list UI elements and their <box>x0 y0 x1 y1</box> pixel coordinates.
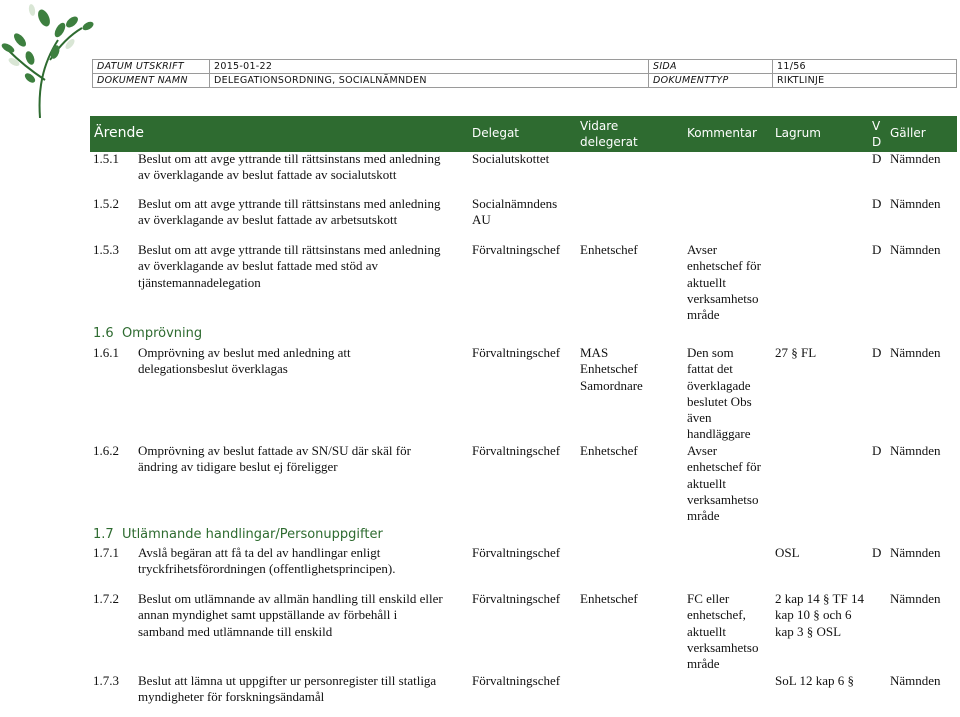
kommentar-cell-line: aktuellt <box>687 274 726 290</box>
row-number: 1.6.2 <box>93 443 119 458</box>
kommentar-cell-line: aktuellt <box>687 623 726 639</box>
delegat-cell-line: Förvaltningschef <box>472 545 561 560</box>
col-arende: Ärende <box>94 125 145 141</box>
section-number: 1.7 <box>93 527 114 542</box>
arende-cell-line: tryckfrihetsförordningen (offentlighetsprincipen). <box>138 561 396 577</box>
vd-cell: D <box>872 443 882 458</box>
section-title: Utlämnande handlingar/Personuppgifter <box>121 527 383 542</box>
kommentar-cell <box>687 345 752 443</box>
col-vidare-1: Vidare <box>580 119 619 133</box>
section-1-6 <box>93 326 202 341</box>
vd-cell: D <box>872 151 882 166</box>
kommentar-cell <box>687 591 758 672</box>
datum-value: 2015-01-22 <box>210 60 649 74</box>
arende-cell-line: annan myndighet samt uppställande av förbehåll i <box>138 607 398 623</box>
kommentar-cell-line: verksamhetso <box>687 491 759 507</box>
kommentar-cell-line: Avser <box>687 242 718 257</box>
lagrum-cell <box>775 673 854 689</box>
datum-label: DATUM UTSKRIFT <box>93 60 210 74</box>
lagrum-cell-line: 2 kap 14 § TF 14 <box>775 591 864 606</box>
arende-cell-line: delegationsbeslut överklagas <box>138 361 288 377</box>
kommentar-cell-line: enhetschef, <box>687 607 746 623</box>
kommentar-cell-line: aktuellt <box>687 475 726 491</box>
galler-cell: Nämnden <box>890 151 941 166</box>
arende-cell-line: Beslut om att avge yttrande till rättsinstans med anledning <box>138 196 441 211</box>
kommentar-cell-line: Avser <box>687 443 718 458</box>
row-number: 1.7.3 <box>93 673 119 688</box>
vidare-cell-line: Enhetschef <box>580 591 638 606</box>
col-lagrum: Lagrum <box>775 126 821 140</box>
galler-cell: Nämnden <box>890 673 941 688</box>
arende-cell-line: Beslut om att avge yttrande till rättsinstans med anledning <box>138 151 441 166</box>
delegat-cell <box>472 151 549 167</box>
galler-cell: Nämnden <box>890 443 941 458</box>
galler-cell: Nämnden <box>890 545 941 560</box>
arende-cell-line: tjänstemannadelegation <box>138 274 261 290</box>
kommentar-cell-line: mråde <box>687 307 720 323</box>
vidare-cell <box>580 591 638 607</box>
col-vd-2: D <box>872 135 882 149</box>
row-number: 1.7.1 <box>93 545 119 560</box>
arende-cell <box>138 545 396 578</box>
col-galler: Gäller <box>890 126 926 140</box>
arende-cell <box>138 196 441 229</box>
row-number: 1.5.1 <box>93 151 119 166</box>
kommentar-cell-line: även <box>687 410 712 426</box>
row-number: 1.7.2 <box>93 591 119 606</box>
arende-cell <box>138 242 441 291</box>
kommentar-cell-line: mråde <box>687 508 720 524</box>
lagrum-cell-line: 27 § FL <box>775 345 817 360</box>
vidare-cell-line: Enhetschef <box>580 361 638 377</box>
arende-cell-line: samband med utlämnande till enskild <box>138 623 333 639</box>
delegat-cell-line: AU <box>472 212 491 228</box>
leaf-logo <box>0 0 100 118</box>
section-title: Omprövning <box>121 326 203 341</box>
lagrum-cell-line: SoL 12 kap 6 § <box>775 673 854 688</box>
delegat-cell <box>472 673 560 689</box>
delegat-cell-line: Socialnämndens <box>472 196 558 211</box>
arende-cell-line: Beslut om utlämnande av allmän handling till enskild eller <box>138 591 443 606</box>
vidare-cell-line: Samordnare <box>580 377 643 393</box>
row-number: 1.5.2 <box>93 196 119 211</box>
col-vidare-2: delegerat <box>580 135 638 149</box>
vidare-cell-line: Enhetschef <box>580 242 638 257</box>
lagrum-cell-line: kap 10 § och 6 <box>775 607 852 623</box>
delegat-cell <box>472 443 560 459</box>
typ-label: DOKUMENTTYP <box>649 74 773 88</box>
lagrum-cell-line: OSL <box>775 545 800 560</box>
vidare-cell <box>580 242 638 258</box>
lagrum-cell <box>775 545 800 561</box>
arende-cell <box>138 345 351 378</box>
kommentar-cell-line: fattat det <box>687 361 733 377</box>
arende-cell-line: ändring av tidigare beslut ej föreligger <box>138 459 338 475</box>
arende-cell <box>138 443 411 476</box>
kommentar-cell <box>687 443 761 524</box>
galler-cell: Nämnden <box>890 242 941 257</box>
arende-cell <box>138 673 436 706</box>
vd-cell: D <box>872 242 882 257</box>
arende-cell-line: av överklagande av beslut fattade med stöd av <box>138 258 379 274</box>
lagrum-cell <box>775 345 816 361</box>
kommentar-cell-line: mråde <box>687 656 720 672</box>
sida-label: SIDA <box>649 60 773 74</box>
lagrum-cell <box>775 591 864 640</box>
arende-cell-line: Omprövning av beslut med anledning att <box>138 345 351 360</box>
vidare-cell-line: Enhetschef <box>580 443 638 458</box>
row-number: 1.5.3 <box>93 242 119 257</box>
arende-cell-line: av överklagande av beslut fattade av arbetsutskott <box>138 212 398 228</box>
delegat-cell-line: Förvaltningschef <box>472 591 561 606</box>
kommentar-cell <box>687 242 761 323</box>
document-header <box>92 59 957 88</box>
delegat-cell <box>472 242 560 258</box>
kommentar-cell-line: verksamhetso <box>687 290 759 306</box>
arende-cell <box>138 591 443 640</box>
arende-cell-line: Avslå begäran att få ta del av handlingar enligt <box>138 545 381 560</box>
delegat-cell <box>472 591 560 607</box>
vd-cell: D <box>872 545 882 560</box>
kommentar-cell-line: FC eller <box>687 591 730 606</box>
arende-cell-line: av överklagande av beslut fattade av socialutskott <box>138 167 397 183</box>
delegat-cell-line: Förvaltningschef <box>472 345 561 360</box>
typ-value: RIKTLINJE <box>773 74 957 88</box>
delegat-cell <box>472 345 560 361</box>
arende-cell-line: myndigheter för forskningsändamål <box>138 689 325 705</box>
vd-cell: D <box>872 345 882 360</box>
kommentar-cell-line: Den som <box>687 345 734 360</box>
kommentar-cell-line: beslutet Obs <box>687 393 752 409</box>
delegat-cell-line: Socialutskottet <box>472 151 550 166</box>
row-number: 1.6.1 <box>93 345 119 360</box>
vidare-cell <box>580 345 643 394</box>
col-kommentar: Kommentar <box>687 126 757 140</box>
vd-cell: D <box>872 196 882 211</box>
section-number: 1.6 <box>93 326 114 341</box>
namn-value: DELEGATIONSORDNING, SOCIALNÄMNDEN <box>210 74 649 88</box>
arende-cell <box>138 151 441 184</box>
kommentar-cell-line: enhetschef för <box>687 459 761 475</box>
delegat-cell-line: Förvaltningschef <box>472 673 561 688</box>
kommentar-cell-line: enhetschef för <box>687 258 761 274</box>
arende-cell-line: Beslut att lämna ut uppgifter ur personregister till statliga <box>138 673 437 688</box>
lagrum-cell-line: kap 3 § OSL <box>775 623 842 639</box>
table-header <box>90 116 957 152</box>
galler-cell: Nämnden <box>890 345 941 360</box>
galler-cell: Nämnden <box>890 591 941 606</box>
delegat-cell <box>472 545 560 561</box>
vidare-cell-line: MAS <box>580 345 609 360</box>
sida-value: 11/56 <box>773 60 957 74</box>
kommentar-cell-line: överklagade <box>687 377 751 393</box>
col-delegat: Delegat <box>472 126 520 140</box>
vidare-cell <box>580 443 638 459</box>
kommentar-cell-line: verksamhetso <box>687 639 759 655</box>
arende-cell-line: Beslut om att avge yttrande till rättsinstans med anledning <box>138 242 441 257</box>
delegat-cell-line: Förvaltningschef <box>472 443 561 458</box>
arende-cell-line: Omprövning av beslut fattade av SN/SU där skäl för <box>138 443 411 458</box>
namn-label: DOKUMENT NAMN <box>93 74 210 88</box>
galler-cell: Nämnden <box>890 196 941 211</box>
kommentar-cell-line: handläggare <box>687 426 751 442</box>
section-1-7 <box>93 527 383 542</box>
delegat-cell-line: Förvaltningschef <box>472 242 561 257</box>
col-vd-1: V <box>872 119 881 133</box>
delegat-cell <box>472 196 557 229</box>
